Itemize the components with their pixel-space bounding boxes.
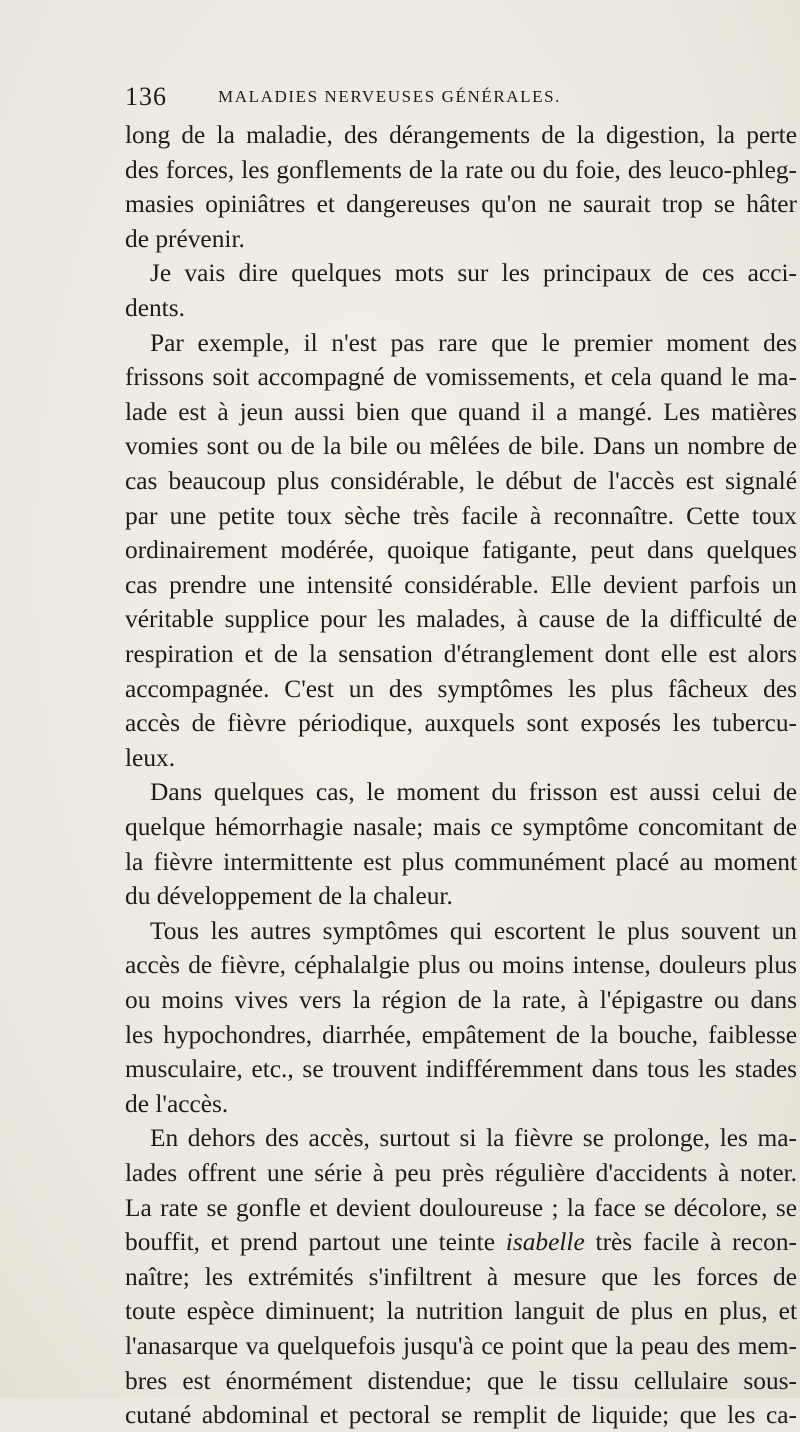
text-line: cutané abdominal et pectoral se remplit de liquide; que les ca-	[125, 1401, 797, 1430]
text-line: Dans quelques cas, le moment du frisson est aussi celui de	[150, 778, 797, 807]
running-head: MALADIES NERVEUSES GÉNÉRALES.	[218, 87, 562, 106]
text-line: bres est énormément distendue; que le tissu cellulaire sous-	[125, 1366, 797, 1395]
text-line: lades offrent une série à peu près régulière d'accidents à noter.	[125, 1159, 797, 1187]
text-line: long de la maladie, des dérangements de la digestion, la perte	[125, 121, 797, 149]
text-line: accès de fièvre, céphalalgie plus ou moins intense, douleurs plus	[125, 951, 797, 980]
text-line: vomies sont ou de la bile ou mêlées de bile. Dans un nombre de	[125, 432, 797, 461]
text-line: frissons soit accompagné de vomissements, et cela quand le ma-	[125, 363, 797, 392]
text-line: par une petite toux sèche très facile à reconnaître. Cette toux	[125, 501, 797, 530]
text-line: véritable supplice pour les malades, à cause de la difficulté de	[125, 605, 797, 634]
text-line: du développement de la chaleur.	[125, 882, 453, 911]
text-line: leux.	[125, 743, 176, 772]
text-line: La rate se gonfle et devient douloureuse ; la face se décolore, se	[125, 1193, 797, 1222]
text-line: les hypochondres, diarrhée, empâtement de la bouche, faiblesse	[125, 1020, 797, 1049]
text-line: quelque hémorrhagie nasale; mais ce symptôme concomitant de	[125, 813, 797, 841]
text-line: de l'accès.	[125, 1089, 229, 1118]
text-line: toute espèce diminuent; la nutrition languit de plus en plus, et	[125, 1297, 797, 1326]
text-line: ordinairement modérée, quoique fatigante, peut dans quelques	[125, 536, 797, 565]
text-line: Par exemple, il n'est pas rare que le premier moment des	[150, 328, 797, 357]
page-header	[125, 82, 685, 116]
text-line: cas prendre une intensité considérable. Elle devient parfois un	[125, 570, 797, 599]
text-line: accompagnée. C'est un des symptômes les plus fâcheux des	[125, 674, 797, 703]
text-line: naître; les extrémités s'infiltrent à mesure que les forces de	[125, 1262, 797, 1291]
text-line: accès de fièvre périodique, auxquels sont exposés les tubercu-	[125, 709, 797, 738]
text-line: lade est à jeun aussi bien que quand il a mangé. Les matières	[125, 397, 797, 426]
text-line: bouffit, et prend partout une teinte isabelle très facile à recon-	[125, 1228, 797, 1257]
text-line: En dehors des accès, surtout si la fièvre se prolonge, les ma-	[150, 1124, 797, 1153]
text-line: ou moins vives vers la région de la rate, à l'épigastre ou dans	[125, 986, 797, 1014]
text-line: dents.	[125, 294, 185, 322]
text-line: respiration et de la sensation d'étranglement dont elle est alors	[125, 640, 797, 668]
text-line: musculaire, etc., se trouvent indifféremment dans tous les stades	[125, 1055, 797, 1084]
text-line: Je vais dire quelques mots sur les principaux de ces acci-	[150, 259, 797, 288]
text-line: des forces, les gonflements de la rate ou du foie, des leuco-phleg-	[125, 155, 797, 184]
italic-term: isabelle	[505, 1228, 585, 1257]
page-number: 136	[125, 82, 167, 111]
text-line: masies opiniâtres et dangereuses qu'on ne saurait trop se hâter	[125, 190, 797, 219]
text-line: Tous les autres symptômes qui escortent le plus souvent un	[150, 916, 797, 945]
text-line: cas beaucoup plus considérable, le début de l'accès est signalé	[125, 467, 797, 495]
text-line: la fièvre intermittente est plus communément placé au moment	[125, 847, 797, 876]
text-line: l'anasarque va quelquefois jusqu'à ce point que la peau des mem-	[125, 1332, 797, 1360]
text-line: de prévenir.	[125, 224, 245, 253]
